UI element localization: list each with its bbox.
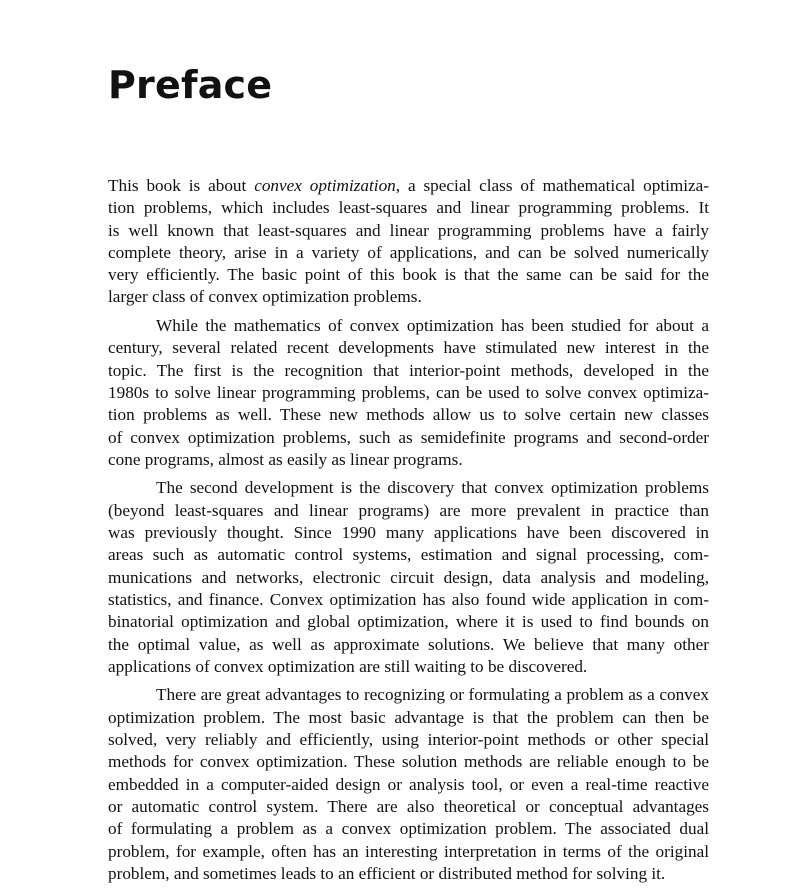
text-line: binatorial optimization and global optimization, where it is used to find bounds on (108, 612, 709, 632)
text-line: cone programs, almost as easily as linear programs. (108, 449, 463, 469)
text-line: (beyond least-squares and linear programs) are more prevalent in practice than (108, 500, 709, 520)
text-line: 1980s to solve linear programming problems, can be used to solve convex optimiza- (108, 382, 709, 402)
text-line: of convex optimization problems, such as semidefinite programs and second-order (108, 427, 709, 447)
paragraph-4 (108, 684, 709, 885)
text-line: tion problems, which includes least-squares and linear programming problems. It (108, 198, 709, 218)
text-line: This book is about convex optimization, a special class of mathematical optimiza- (108, 176, 709, 195)
text-line: was previously thought. Since 1990 many applications have been discovered in (108, 523, 709, 543)
text-line: of formulating a problem as a convex optimization problem. The associated dual (108, 819, 709, 839)
text-line: topic. The first is the recognition that interior-point methods, developed in the (108, 360, 709, 380)
chapter-title: Preface (108, 63, 273, 107)
text-line: complete theory, arise in a variety of applications, and can be solved numerically (108, 242, 709, 262)
paragraph-1 (108, 175, 709, 309)
emphasized-term: convex optimization (254, 176, 396, 195)
text-line: very efficiently. The basic point of this book is that the same can be said for the (108, 265, 709, 285)
text-line: solved, very reliably and efficiently, using interior-point methods or other special (108, 730, 709, 750)
text-line: optimization problem. The most basic advantage is that the problem can then be (108, 707, 709, 727)
text-line: While the mathematics of convex optimization has been studied for about a (156, 316, 709, 336)
text-line: embedded in a computer-aided design or analysis tool, or even a real-time reactive (108, 774, 709, 794)
text-line: is well known that least-squares and linear programming problems have a fairly (108, 220, 709, 240)
text-line: problem, and sometimes leads to an efficient or distributed method for solving it. (108, 863, 666, 883)
text-line: munications and networks, electronic circuit design, data analysis and modeling, (108, 567, 709, 587)
text-line: or automatic control system. There are also theoretical or conceptual advantages (108, 796, 709, 816)
text-line: problem, for example, often has an interesting interpretation in terms of the original (108, 841, 709, 861)
text-line: statistics, and finance. Convex optimization has also found wide application in com- (108, 589, 709, 609)
paragraph-3 (108, 477, 709, 678)
text-line: areas such as automatic control systems, estimation and signal processing, com- (108, 545, 709, 565)
text-line: tion problems as well. These new methods allow us to solve certain new classes (108, 405, 709, 425)
text-line: methods for convex optimization. These solution methods are reliable enough to be (108, 752, 709, 772)
preface-body (108, 175, 709, 891)
text-line: The second development is the discovery that convex optimization problems (156, 478, 709, 498)
text-line: larger class of convex optimization problems. (108, 287, 422, 307)
text-line: applications of convex optimization are still waiting to be discovered. (108, 656, 588, 676)
text-line: century, several related recent developments have stimulated new interest in the (108, 338, 709, 358)
text-line: There are great advantages to recognizing or formulating a problem as a convex (156, 685, 709, 705)
paragraph-2 (108, 315, 709, 471)
text-line: the optimal value, as well as approximate solutions. We believe that many other (108, 634, 709, 654)
